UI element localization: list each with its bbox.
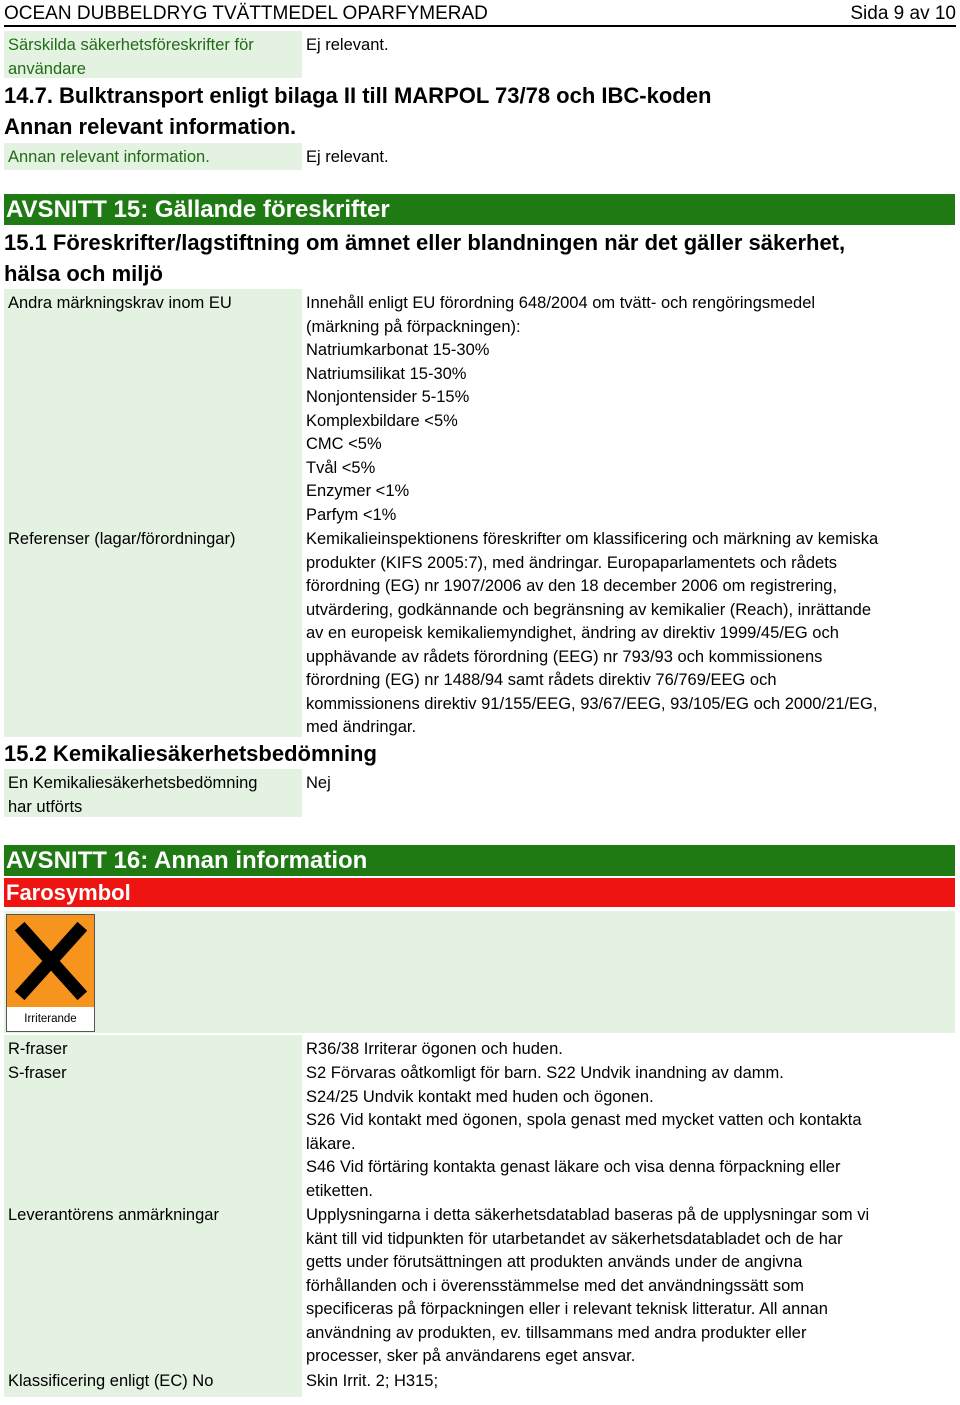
label-other-info: Annan relevant information. xyxy=(4,143,302,170)
hazard-symbol-area xyxy=(4,911,955,1033)
marking-line: Tvål <5% xyxy=(306,458,376,477)
reference-line: upphävande av rådets förordning (EEG) nr 793/93 och kommissionens xyxy=(306,647,823,666)
reference-line: kommissionens direktiv 91/155/EEG, 93/67/EEG, 93/105/EG och 2000/21/EG, xyxy=(306,694,878,713)
reference-line: med ändringar. xyxy=(306,718,417,736)
header-divider xyxy=(4,25,956,27)
supplier-line: förhållanden och i överensstämmelse med det användningssätt som xyxy=(306,1276,805,1295)
label-line: har utförts xyxy=(8,797,83,816)
marking-line: Enzymer <1% xyxy=(306,482,410,500)
page-number: Sida 9 av 10 xyxy=(850,3,956,24)
supplier-line: Upplysningarna i detta säkerhetsdatablad baseras på de upplysningar som vi xyxy=(306,1206,870,1224)
marking-line: Natriumsilikat 15-30% xyxy=(306,364,467,383)
value-classification: Skin Irrit. 2; H315; xyxy=(306,1372,439,1390)
subsection-15-2-heading: 15.2 Kemikaliesäkerhetsbedömning xyxy=(4,741,377,766)
hazard-caption: Irriterande xyxy=(24,1013,77,1025)
supplier-line: känt till vid tidpunkten för utarbetandet av säkerhetsdatabladet och de har xyxy=(306,1229,843,1248)
value-user-precautions: Ej relevant. xyxy=(306,36,389,54)
subsection-15-1-heading-line1: 15.1 Föreskrifter/lagstiftning om ämnet eller blandningen när det gäller säkerhet, xyxy=(4,230,846,255)
subsection-14-7-heading: 14.7. Bulktransport enligt bilaga II till MARPOL 73/78 och IBC-koden xyxy=(4,83,712,108)
marking-line: Nonjontensider 5-15% xyxy=(306,388,470,406)
label-eu-marking: Andra märkningskrav inom EU xyxy=(4,289,302,525)
other-info-heading: Annan relevant information. xyxy=(4,114,297,139)
section-15-header: AVSNITT 15: Gällande föreskrifter xyxy=(4,194,955,225)
marking-line: Innehåll enligt EU förordning 648/2004 om tvätt- och rengöringsmedel xyxy=(306,294,816,312)
supplier-line: användning av produkten, ev. tillsammans med andra produkter eller xyxy=(306,1323,807,1342)
s-phrase-line: S26 Vid kontakt med ögonen, spola genast med mycket vatten och kontakta xyxy=(306,1111,862,1129)
reference-line: förordning (EG) nr 1907/2006 av den 18 december 2006 om registrering, xyxy=(306,577,838,595)
label-safety-assessment xyxy=(4,769,302,817)
supplier-line: getts under förutsättningen att produkten används under de angivna xyxy=(306,1253,803,1271)
value-other-info: Ej relevant. xyxy=(306,148,389,166)
subsection-15-1-heading-line2: hälsa och miljö xyxy=(4,261,163,286)
marking-line: Komplexbildare <5% xyxy=(306,411,458,430)
value-safety-assessment: Nej xyxy=(306,774,331,792)
label-classification: Klassificering enligt (EC) No xyxy=(4,1367,302,1397)
value-s-phrases xyxy=(306,1059,862,1203)
label-line: användare xyxy=(8,59,86,78)
value-references xyxy=(306,525,878,740)
label-user-precautions xyxy=(4,31,302,78)
irritant-x-icon xyxy=(7,915,94,1007)
s-phrase-line: S46 Vid förtäring kontakta genast läkare och visa denna förpackning eller xyxy=(306,1158,841,1176)
value-r-phrases: R36/38 Irriterar ögonen och huden. xyxy=(306,1040,563,1058)
irritant-x-svg xyxy=(7,915,94,1007)
label-line: Särskilda säkerhetsföreskrifter för xyxy=(8,36,254,54)
hazard-symbol-header: Farosymbol xyxy=(4,878,955,907)
marking-line: CMC <5% xyxy=(306,435,382,453)
label-line: En Kemikaliesäkerhetsbedömning xyxy=(8,774,258,792)
marking-line: (märkning på förpackningen): xyxy=(306,317,521,336)
s-phrase-line: etiketten. xyxy=(306,1181,373,1200)
supplier-line: processer, sker på användarens eget ansvar. xyxy=(306,1347,636,1365)
reference-line: produkter (KIFS 2005:7), med ändringar. Europaparlamentets och rådets xyxy=(306,553,838,572)
marking-line: Natriumkarbonat 15-30% xyxy=(306,341,490,359)
section-16-header: AVSNITT 16: Annan information xyxy=(4,845,955,876)
value-eu-marking xyxy=(306,289,815,527)
document-title: OCEAN DUBBELDRYG TVÄTTMEDEL OPARFYMERAD xyxy=(4,3,488,24)
reference-line: utvärdering, godkännande och begränsning av kemikalier (Reach), inrättande xyxy=(306,600,872,619)
s-phrase-line: S24/25 Undvik kontakt med huden och ögonen. xyxy=(306,1087,654,1106)
value-supplier-remarks xyxy=(306,1201,869,1369)
reference-line: Kemikalieinspektionens föreskrifter om klassificering och märkning av kemiska xyxy=(306,530,879,548)
s-phrase-line: läkare. xyxy=(306,1134,356,1153)
hazard-pictogram xyxy=(6,914,95,1032)
label-s-phrases: S-fraser xyxy=(4,1059,302,1201)
label-r-phrases: R-fraser xyxy=(4,1035,302,1059)
supplier-line: specificeras på förpackningen eller i relevant teknisk litteratur. All annan xyxy=(306,1300,828,1318)
marking-line: Parfym <1% xyxy=(306,505,397,524)
label-references: Referenser (lagar/förordningar) xyxy=(4,525,302,737)
s-phrase-line: S2 Förvaras oåtkomligt för barn. S22 Undvik inandning av damm. xyxy=(306,1064,784,1082)
reference-line: förordning (EG) nr 1488/94 samt rådets direktiv 76/769/EEG och xyxy=(306,671,777,689)
reference-line: av en europeisk kemikaliemyndighet, ändring av direktiv 1999/45/EG och xyxy=(306,624,839,642)
label-supplier-remarks: Leverantörens anmärkningar xyxy=(4,1201,302,1367)
